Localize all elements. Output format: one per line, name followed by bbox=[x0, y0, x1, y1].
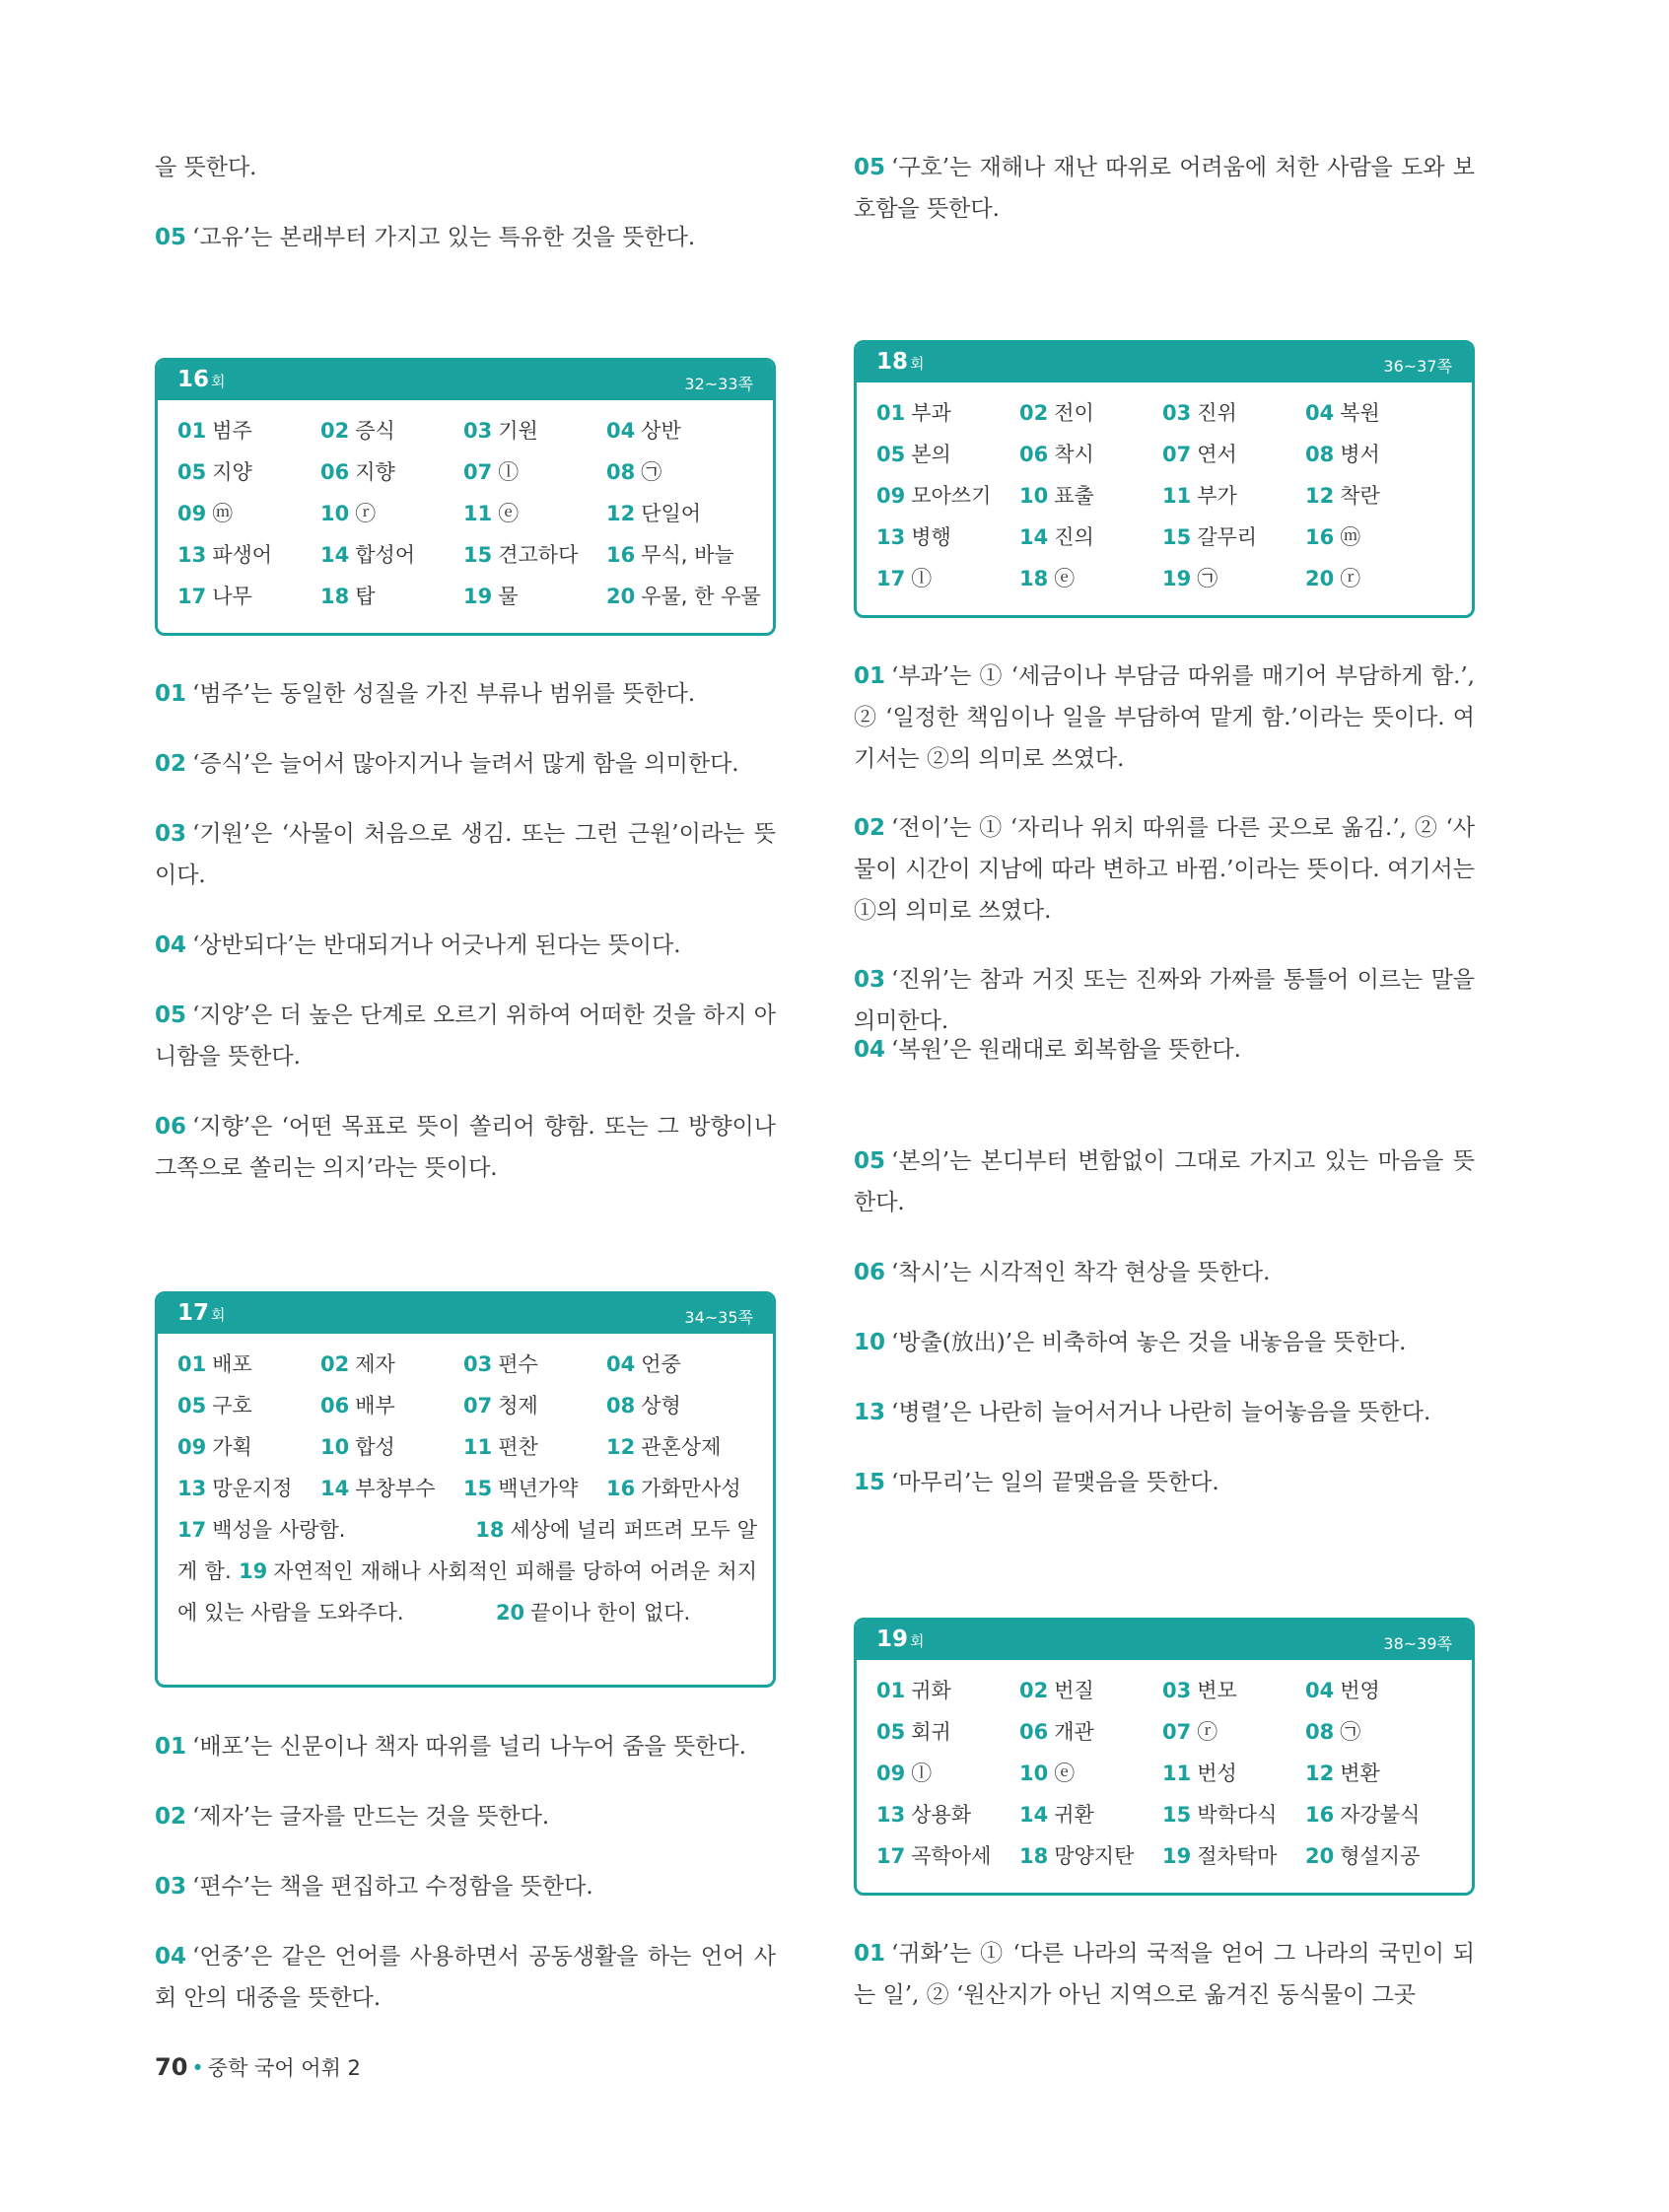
box-pages: 34~35쪽 bbox=[684, 1308, 753, 1327]
item-text: ‘병렬’은 나란히 늘어서거나 나란히 늘어놓음을 뜻한다. bbox=[891, 1400, 1431, 1425]
answer-item: 18 ⓔ bbox=[1019, 567, 1076, 590]
answer-item: 02 번질 bbox=[1019, 1679, 1094, 1702]
item-number: 03 bbox=[155, 1874, 187, 1900]
answer-item: 06 지향 bbox=[320, 460, 395, 484]
item-number: 05 bbox=[854, 155, 886, 180]
answer-grid bbox=[876, 1670, 1456, 1877]
answer-item: 03 편수 bbox=[463, 1352, 538, 1376]
item-text: ‘복원’은 원래대로 회복함을 뜻한다. bbox=[891, 1037, 1241, 1063]
item-text: ‘구호’는 재해나 재난 따위로 어려움에 처한 사람을 도와 보호함을 뜻한다. bbox=[854, 155, 1475, 222]
answer-item: 15 견고하다 bbox=[463, 543, 579, 567]
answer-item: 13 상용화 bbox=[876, 1803, 972, 1827]
explanation-item bbox=[854, 656, 1475, 780]
answer-item: 06 배부 bbox=[320, 1394, 395, 1417]
explanation-item bbox=[854, 1933, 1475, 2016]
explanation-item bbox=[155, 813, 776, 896]
explanation-item bbox=[155, 1796, 776, 1837]
footer-dot: • bbox=[191, 2056, 204, 2080]
box-title: 17 회 bbox=[177, 1300, 226, 1326]
answer-item: 10 표출 bbox=[1019, 484, 1094, 508]
answer-item: 04 복원 bbox=[1305, 401, 1380, 425]
answer-item: 06 개관 bbox=[1019, 1720, 1094, 1744]
answer-item: 12 착란 bbox=[1305, 484, 1380, 508]
answer-item: 01 범주 bbox=[177, 419, 252, 443]
answer-box-header bbox=[857, 1621, 1472, 1660]
free-answers: 17 백성을 사랑함. 18 세상에 널리 퍼뜨려 모두 알게 함. 19 자연적인 재해나 사회적인 피해를 당하여 어려운 처지에 있는 사람을 도와주다. 20 끝이나 한이 없다. bbox=[177, 1518, 757, 1624]
answer-item: 20 우물, 한 우물 bbox=[606, 585, 761, 608]
answer-item: 05 구호 bbox=[177, 1394, 252, 1417]
item-text: ‘부과’는 ① ‘세금이나 부담금 따위를 매기어 부담하게 함.’, ② ‘일정한 책임이나 일을 부담하여 맡게 함.’이라는 뜻이다. 여기서는 ②의 의미로 쓰였다. bbox=[854, 663, 1475, 772]
answer-item: 10 ⓡ bbox=[320, 502, 377, 525]
item-text: ‘지향’은 ‘어떤 목표로 뜻이 쏠리어 향함. 또는 그 방향이나 그쪽으로 쏠리는 의지’라는 뜻이다. bbox=[155, 1114, 776, 1181]
item-text: ‘기원’은 ‘사물이 처음으로 생김. 또는 그런 근원’이라는 뜻이다. bbox=[155, 821, 776, 888]
answer-item: 12 변환 bbox=[1305, 1762, 1380, 1785]
answer-item: 07 ⓡ bbox=[1162, 1720, 1218, 1744]
item-number: 13 bbox=[854, 1400, 886, 1425]
box-pages: 36~37쪽 bbox=[1383, 357, 1452, 376]
answer-item: 05 회귀 bbox=[876, 1720, 951, 1744]
explanation-item bbox=[854, 1322, 1475, 1363]
item-number: 05 bbox=[155, 1002, 187, 1028]
item-text: ‘지양’은 더 높은 단계로 오르기 위하여 어떠한 것을 하지 아니함을 뜻한다. bbox=[155, 1002, 776, 1070]
answer-box-header bbox=[158, 1294, 773, 1334]
explanation-item bbox=[854, 1252, 1475, 1293]
answer-item: 19 ㉠ bbox=[1162, 567, 1218, 590]
explanation-item bbox=[155, 1936, 776, 2019]
answer-grid bbox=[876, 392, 1456, 599]
answer-item: 18 탑 bbox=[320, 585, 376, 608]
answer-item: 20 형설지공 bbox=[1305, 1844, 1421, 1868]
item-text: ‘본의’는 본디부터 변함없이 그대로 가지고 있는 마음을 뜻한다. bbox=[854, 1148, 1475, 1215]
explanation-item bbox=[155, 1726, 776, 1767]
explanation-item bbox=[854, 1392, 1475, 1433]
answer-item: 10 합성 bbox=[320, 1435, 395, 1459]
answer-item: 09 가획 bbox=[177, 1435, 252, 1459]
item-number: 15 bbox=[854, 1470, 886, 1495]
answer-item: 04 언중 bbox=[606, 1352, 681, 1376]
answer-item: 08 ㉠ bbox=[606, 460, 662, 484]
item-text: ‘전이’는 ① ‘자리나 위치 따위를 다른 곳으로 옮김.’, ② ‘사물이 시간이 지남에 따라 변하고 바뀜.’이라는 뜻이다. 여기서는 ①의 의미로 쓰였다. bbox=[854, 815, 1475, 924]
answer-item: 16 무식, 바늘 bbox=[606, 543, 734, 567]
answer-item: 17 곡학아세 bbox=[876, 1844, 992, 1868]
answer-box-header bbox=[158, 361, 773, 400]
item-number: 05 bbox=[155, 225, 187, 250]
answer-item: 08 병서 bbox=[1305, 443, 1380, 466]
answer-item: 15 박학다식 bbox=[1162, 1803, 1278, 1827]
item-number: 01 bbox=[854, 663, 886, 689]
answer-item: 19 절차탁마 bbox=[1162, 1844, 1278, 1868]
answer-item: 11 ⓔ bbox=[463, 502, 520, 525]
explanation-item bbox=[854, 1141, 1475, 1223]
intro-text-right bbox=[854, 147, 1475, 230]
item-number: 06 bbox=[854, 1260, 886, 1285]
explanation-item bbox=[155, 1106, 776, 1189]
item-number: 02 bbox=[155, 1804, 187, 1830]
page-footer bbox=[155, 2052, 361, 2082]
explanation-item bbox=[155, 1866, 776, 1907]
answer-item: 03 변모 bbox=[1162, 1679, 1237, 1702]
item-text: ‘진위’는 참과 거짓 또는 진짜와 가짜를 통틀어 이르는 말을 의미한다. bbox=[854, 967, 1475, 1034]
answer-box-17 bbox=[155, 1291, 776, 1688]
answer-box-header bbox=[857, 343, 1472, 382]
answer-item: 14 귀환 bbox=[1019, 1803, 1094, 1827]
answer-item: 14 진의 bbox=[1019, 525, 1094, 549]
item-number: 06 bbox=[155, 1114, 187, 1140]
answer-item: 01 부과 bbox=[876, 401, 951, 425]
item-text: ‘제자’는 글자를 만드는 것을 뜻한다. bbox=[192, 1804, 550, 1830]
answer-item: 11 번성 bbox=[1162, 1762, 1237, 1785]
answer-item: 01 귀화 bbox=[876, 1679, 951, 1702]
item-text: ‘편수’는 책을 편집하고 수정함을 뜻한다. bbox=[192, 1874, 593, 1900]
explanation-item bbox=[155, 925, 776, 966]
book-title: 중학 국어 어휘 2 bbox=[207, 2056, 361, 2080]
answer-item: 14 부창부수 bbox=[320, 1477, 436, 1500]
answer-item: 11 부가 bbox=[1162, 484, 1237, 508]
answer-item: 12 관혼상제 bbox=[606, 1435, 722, 1459]
answer-item: 07 청제 bbox=[463, 1394, 538, 1417]
item-number: 03 bbox=[155, 821, 187, 847]
item-text: ‘고유’는 본래부터 가지고 있는 특유한 것을 뜻한다. bbox=[192, 225, 696, 250]
answer-item: 03 진위 bbox=[1162, 401, 1237, 425]
answer-item: 09 ⓜ bbox=[177, 502, 234, 525]
answer-item: 14 합성어 bbox=[320, 543, 416, 567]
answer-item: 07 ⓛ bbox=[463, 460, 520, 484]
item-number: 04 bbox=[155, 933, 187, 958]
answer-item: 16 ⓜ bbox=[1305, 525, 1361, 549]
explanation-item bbox=[854, 1029, 1475, 1071]
answer-item: 04 상반 bbox=[606, 419, 681, 443]
explanation-item bbox=[155, 743, 776, 785]
answer-item: 17 ⓛ bbox=[876, 567, 933, 590]
answer-item: 17 나무 bbox=[177, 585, 252, 608]
item-number: 04 bbox=[854, 1037, 886, 1063]
intro-text-2 bbox=[155, 217, 776, 258]
answer-item: 10 ⓔ bbox=[1019, 1762, 1076, 1785]
answer-item: 12 단일어 bbox=[606, 502, 702, 525]
answer-item: 03 기원 bbox=[463, 419, 538, 443]
answer-box-19 bbox=[854, 1618, 1475, 1896]
answer-item: 15 갈무리 bbox=[1162, 525, 1258, 549]
answer-item: 09 모아쓰기 bbox=[876, 484, 992, 508]
intro-text-1: 을 뜻한다. bbox=[155, 155, 257, 180]
item-number: 01 bbox=[155, 1734, 187, 1760]
answer-item: 09 ⓛ bbox=[876, 1762, 933, 1785]
answer-item: 06 착시 bbox=[1019, 443, 1094, 466]
item-number: 01 bbox=[155, 681, 187, 707]
answer-item: 13 망운지정 bbox=[177, 1477, 293, 1500]
answer-item: 13 병행 bbox=[876, 525, 951, 549]
answer-item: 08 상형 bbox=[606, 1394, 681, 1417]
answer-item: 02 제자 bbox=[320, 1352, 395, 1376]
answer-item: 19 물 bbox=[463, 585, 519, 608]
explanation-item bbox=[155, 673, 776, 715]
item-text: ‘착시’는 시각적인 착각 현상을 뜻한다. bbox=[891, 1260, 1271, 1285]
item-number: 01 bbox=[854, 1941, 886, 1967]
explanation-item bbox=[854, 1462, 1475, 1503]
answer-item: 13 파생어 bbox=[177, 543, 273, 567]
answer-item: 15 백년가약 bbox=[463, 1477, 579, 1500]
box-pages: 32~33쪽 bbox=[684, 375, 753, 393]
item-number: 10 bbox=[854, 1330, 886, 1355]
item-text: ‘상반되다’는 반대되거나 어긋나게 된다는 뜻이다. bbox=[192, 933, 681, 958]
item-text: ‘증식’은 늘어서 많아지거나 늘려서 많게 함을 의미한다. bbox=[192, 751, 739, 777]
item-number: 03 bbox=[854, 967, 886, 993]
answer-item: 05 본의 bbox=[876, 443, 951, 466]
answer-item: 20 ⓡ bbox=[1305, 567, 1361, 590]
explanation-item bbox=[155, 995, 776, 1077]
box-title: 19 회 bbox=[876, 1626, 925, 1652]
answer-grid bbox=[177, 1344, 757, 1509]
box-pages: 38~39쪽 bbox=[1383, 1634, 1452, 1653]
explanation-item bbox=[854, 807, 1475, 932]
page-number: 70 bbox=[155, 2053, 188, 2081]
item-text: ‘배포’는 신문이나 책자 따위를 널리 나누어 줌을 뜻한다. bbox=[192, 1734, 746, 1760]
item-text: ‘귀화’는 ① ‘다른 나라의 국적을 얻어 그 나라의 국민이 되는 일’, ② ‘원산지가 아닌 지역으로 옮겨진 동식물이 그곳 bbox=[854, 1941, 1475, 2008]
item-number: 04 bbox=[155, 1944, 187, 1970]
answer-item: 02 증식 bbox=[320, 419, 395, 443]
answer-item: 02 전이 bbox=[1019, 401, 1094, 425]
answer-grid bbox=[177, 410, 761, 617]
answer-box-18 bbox=[854, 340, 1475, 618]
item-text: ‘범주’는 동일한 성질을 가진 부류나 범위를 뜻한다. bbox=[192, 681, 696, 707]
answer-item: 05 지양 bbox=[177, 460, 252, 484]
answer-item: 07 연서 bbox=[1162, 443, 1237, 466]
answer-item: 08 ㉠ bbox=[1305, 1720, 1361, 1744]
answer-item: 16 자강불식 bbox=[1305, 1803, 1421, 1827]
answer-item: 16 가화만사성 bbox=[606, 1477, 741, 1500]
item-number: 02 bbox=[854, 815, 886, 841]
item-number: 05 bbox=[854, 1148, 886, 1174]
answer-box-16 bbox=[155, 358, 776, 636]
answer-item: 11 편찬 bbox=[463, 1435, 538, 1459]
answer-item: 18 망양지탄 bbox=[1019, 1844, 1135, 1868]
box-title: 16 회 bbox=[177, 367, 226, 392]
item-text: ‘마무리’는 일의 끝맺음을 뜻한다. bbox=[891, 1470, 1219, 1495]
answer-item: 04 번영 bbox=[1305, 1679, 1380, 1702]
item-text: ‘언중’은 같은 언어를 사용하면서 공동생활을 하는 언어 사회 안의 대중을 뜻한다. bbox=[155, 1944, 776, 2011]
answer-item: 01 배포 bbox=[177, 1352, 252, 1376]
item-number: 02 bbox=[155, 751, 187, 777]
box-title: 18 회 bbox=[876, 349, 925, 375]
item-text: ‘방출(放出)’은 비축하여 놓은 것을 내놓음을 뜻한다. bbox=[891, 1330, 1407, 1355]
